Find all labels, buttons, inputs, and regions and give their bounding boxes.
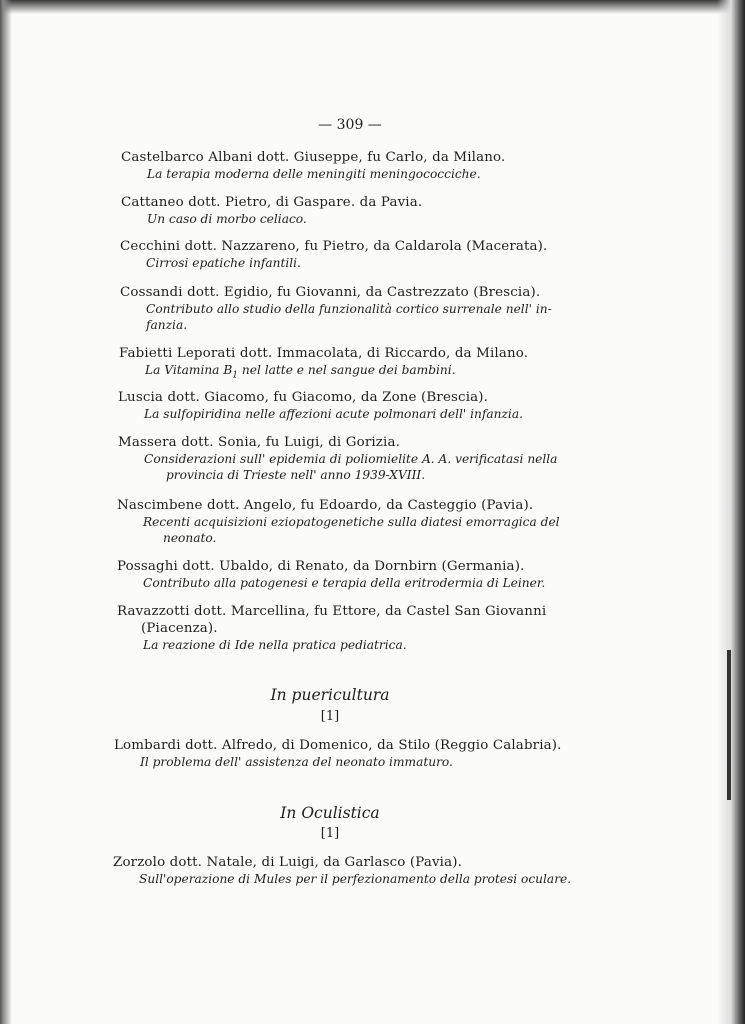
list-item bbox=[121, 149, 681, 182]
list-item bbox=[118, 434, 678, 483]
list-item bbox=[113, 854, 713, 887]
scan-left-edge bbox=[0, 0, 12, 1024]
list-item bbox=[117, 558, 677, 591]
section-count: [1] bbox=[320, 709, 340, 724]
entry-title-line1: Contributo allo studio della funzionalità cortico surrenale nell' in- bbox=[146, 302, 552, 316]
list-item bbox=[120, 284, 680, 333]
entry-title: La terapia moderna delle meningiti meningococciche. bbox=[147, 167, 481, 181]
list-item bbox=[119, 345, 679, 383]
entry-author: Cecchini dott. Nazzareno, fu Pietro, da Caldarola (Macerata). bbox=[120, 239, 548, 254]
entry-title bbox=[119, 362, 679, 383]
scan-right-edge bbox=[717, 0, 745, 1024]
entry-author: Nascimbene dott. Angelo, fu Edoardo, da Casteggio (Pavia). bbox=[117, 498, 534, 513]
scan-binding-shadow bbox=[727, 650, 731, 800]
entry-author: Fabietti Leporati dott. Immacolata, di Riccardo, da Milano. bbox=[119, 346, 529, 361]
title-subscript: 1 bbox=[232, 370, 239, 381]
scan-top-edge bbox=[0, 0, 745, 14]
entry-title: Sull'operazione di Mules per il perfezionamento della protesi oculare. bbox=[139, 872, 572, 886]
entry-title-line2: neonato. bbox=[163, 531, 217, 545]
list-item bbox=[117, 603, 677, 653]
entry-title: Un caso di morbo celiaco. bbox=[147, 212, 307, 226]
page-number: — 309 — bbox=[318, 117, 382, 133]
entry-author: Possaghi dott. Ubaldo, di Renato, da Dornbirn (Germania). bbox=[117, 559, 525, 574]
list-item bbox=[120, 238, 680, 271]
entry-title: La reazione di Ide nella pratica pediatrica. bbox=[143, 638, 407, 652]
entry-title-line1: Recenti acquisizioni eziopatogenetiche sulla diatesi emorragica del bbox=[143, 515, 560, 529]
entry-author: Luscia dott. Giacomo, fu Giacomo, da Zone (Brescia). bbox=[118, 390, 489, 405]
entry-title: Cirrosi epatiche infantili. bbox=[146, 256, 301, 270]
entry-author: Massera dott. Sonia, fu Luigi, di Gorizia. bbox=[118, 435, 400, 450]
entry-author: Cattaneo dott. Pietro, di Gaspare. da Pavia. bbox=[121, 195, 423, 210]
section-count: [1] bbox=[320, 826, 340, 841]
entry-title-line1: Considerazioni sull' epidemia di poliomielite A. A. verificatasi nella bbox=[144, 452, 558, 466]
section-heading: In puericultura bbox=[270, 686, 390, 704]
entry-author-line2: (Piacenza). bbox=[141, 621, 218, 636]
entry-author: Zorzolo dott. Natale, di Luigi, da Garlasco (Pavia). bbox=[113, 855, 463, 870]
entry-title: Contributo alla patogenesi e terapia della eritrodermia di Leiner. bbox=[143, 576, 546, 590]
section-heading: In Oculistica bbox=[280, 804, 380, 822]
entry-title: La sulfopiridina nelle affezioni acute polmonari dell' infanzia. bbox=[144, 407, 523, 421]
list-item bbox=[114, 737, 714, 770]
entry-title-line2: fanzia. bbox=[146, 318, 188, 332]
list-item bbox=[118, 389, 678, 422]
list-item bbox=[121, 194, 681, 227]
entry-author: Lombardi dott. Alfredo, di Domenico, da Stilo (Reggio Calabria). bbox=[114, 738, 562, 753]
entry-author-line1: Ravazzotti dott. Marcellina, fu Ettore, da Castel San Giovanni bbox=[117, 604, 547, 619]
entry-author: Castelbarco Albani dott. Giuseppe, fu Carlo, da Milano. bbox=[121, 150, 506, 165]
list-item bbox=[117, 497, 677, 546]
entry-author: Cossandi dott. Egidio, fu Giovanni, da Castrezzato (Brescia). bbox=[120, 285, 541, 300]
title-part: nel latte e nel sangue dei bambini. bbox=[238, 363, 456, 377]
title-part: La Vitamina B bbox=[145, 363, 233, 377]
entry-title-line2: provincia di Trieste nell' anno 1939-XVIII. bbox=[166, 468, 426, 482]
entry-title: Il problema dell' assistenza del neonato immaturo. bbox=[140, 755, 453, 769]
